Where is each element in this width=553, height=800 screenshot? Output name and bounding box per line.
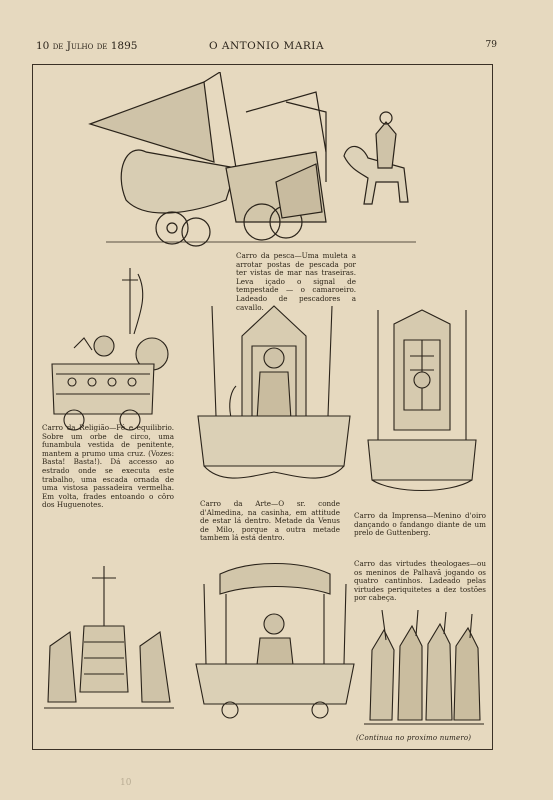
issue-date: 10 de Julho de 1895: [36, 40, 138, 52]
illustration-crucifixo: [40, 562, 178, 716]
illustration-virtudes-bispos: [362, 610, 486, 730]
margin-mark: 10: [120, 778, 132, 788]
illustration-carro-religiao: [44, 264, 172, 436]
continuation-note: (Continua no proximo numero): [356, 734, 472, 742]
illustration-carro-imprensa: [364, 300, 480, 496]
illustration-carro-arte: [192, 296, 356, 492]
page-number: 79: [485, 40, 497, 50]
caption-carro-religiao: Carro da Religião—Fé e equilibrio. Sobre um orbe de circo, uma funambula vestida de penitente, mantem a prumo uma cruz. (Vozes: Basta! Basta!). Dá accesso ao estrado onde se executa este trabalho, uma escada ornada de uma vistosa passadeira vermelha. Em volta, frades entoando o côro dos Huguenotes.: [42, 423, 174, 510]
caption-carro-imprensa: Carro da Imprensa—Menino d'oiro dançando o fandango diante de um prelo de Guttenberg.: [354, 511, 486, 538]
page-header: [36, 40, 497, 58]
caption-carro-virtudes: Carro das virtudes theologaes—ou os meninos de Palhavã jogando os quatro cantinhos. Ladeado pelas virtudes periquitetes a dez tostões por cabeça.: [354, 559, 486, 603]
masthead-title: O ANTONIO MARIA: [208, 40, 325, 52]
illustration-baldaquino: [190, 554, 360, 724]
illustration-carro-pesca: [86, 72, 422, 250]
caption-carro-pesca: Carro da pesca—Uma muleta a arrotar postas de pescada por ter vistas de mar nas traseiras. Leva içado o signal de tempestade — o camaroeiro. Ladeado de pescadores a cavallo.: [236, 251, 356, 312]
caption-carro-arte: Carro da Arte—O sr. conde d'Almedina, na casinha, em attitude de estar lá dentro. Metade da Venus de Milo, porque a outra metade tambem lá está dentro.: [200, 499, 340, 543]
